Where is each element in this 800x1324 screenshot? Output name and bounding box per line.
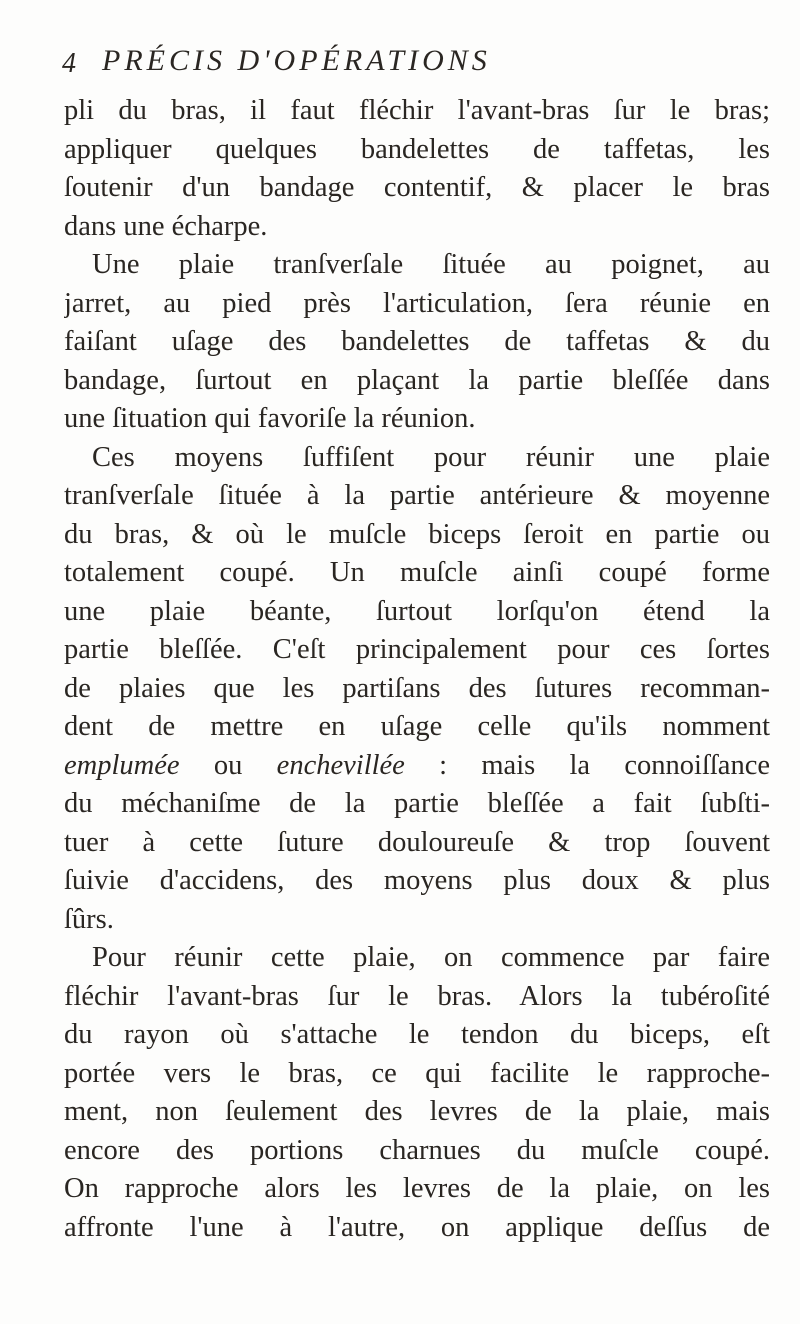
line-remainder: : mais la connoiſſance [404,749,770,781]
text-line: On rapproche alors les levres de la plaie, on les [64,1173,770,1204]
page-header [62,44,762,84]
text-line: dent de mettre en uſage celle qu'ils nomment [64,711,770,742]
text-line: du bras, & où le muſcle biceps ſeroit en partie ou [64,518,770,550]
italic-term: enchevillée [276,749,405,781]
text-line [64,747,770,786]
text-line: une ſituation qui favoriſe la réunion. [64,403,476,434]
text-line: Ces moyens ſuffiſent pour réunir une plaie [92,441,770,473]
text-line: ſoutenir d'un bandage contentif, & placer le bras [64,172,770,203]
italic-term: emplumée [64,749,180,781]
text-line: bandage, ſurtout en plaçant la partie bleſſée dans [64,364,770,396]
text-line: dans une écharpe. [64,210,268,242]
text-line: ment, non ſeulement des levres de la plaie, mais [64,1096,770,1127]
text-line: affronte l'une à l'autre, on applique deſſus de [64,1211,770,1243]
text-line: appliquer quelques bandelettes de taffetas, les [64,133,770,165]
text-line: du méchaniſme de la partie bleſſée a fait ſubſti- [64,788,770,819]
running-title: PRÉCIS D'OPÉRATIONS [102,44,491,77]
text-line: tranſverſale ſituée à la partie antérieure & moyenne [64,480,770,511]
text-line: une plaie béante, ſurtout lorſqu'on étend la [64,595,770,627]
text-line: encore des portions charnues du muſcle coupé. [64,1134,770,1166]
text-line: ſuivie d'accidens, des moyens plus doux & plus [64,865,770,896]
text-line: jarret, au pied près l'articulation, ſera réunie en [64,287,770,319]
text-line: de plaies que les partiſans des ſutures recomman- [64,672,770,704]
text-line: du rayon où s'attache le tendon du biceps, eſt [64,1019,770,1050]
text-line: ſûrs. [64,903,114,935]
page-number: 4 [62,48,76,79]
text-line: faiſant uſage des bandelettes de taffetas & du [64,326,770,357]
text-line: tuer à cette ſuture douloureuſe & trop ſouvent [64,826,770,858]
text-line: pli du bras, il faut fléchir l'avant-bras ſur le bras; [64,95,770,126]
text-line: Une plaie tranſverſale ſituée au poignet, au [92,249,770,280]
text-line: totalement coupé. Un muſcle ainſi coupé forme [64,557,770,588]
connector-text: ou [179,749,277,781]
body-text [64,92,784,1247]
text-line: partie bleſſée. C'eſt principalement pour ces ſortes [64,634,770,665]
text-line: Pour réunir cette plaie, on commence par faire [92,942,770,973]
text-line: portée vers le bras, ce qui facilite le rapproche- [64,1057,770,1089]
text-line: fléchir l'avant-bras ſur le bras. Alors la tubéroſité [64,980,770,1012]
